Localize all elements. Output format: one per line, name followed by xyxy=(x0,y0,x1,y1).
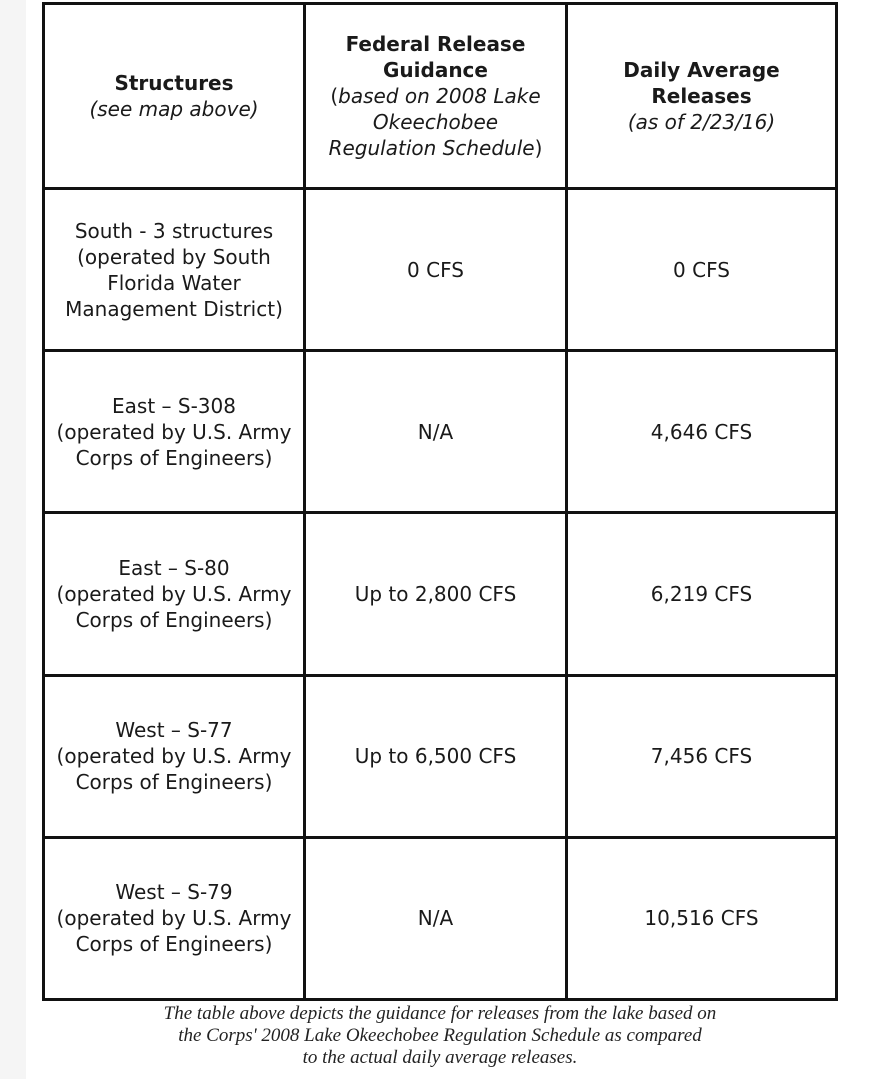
structure-operator: (operated by U.S. Army Corps of Engineers) xyxy=(56,744,292,795)
federal-release-cell: N/A xyxy=(305,351,567,513)
federal-release-cell: N/A xyxy=(305,837,567,999)
caption-line-2: the Corps' 2008 Lake Okeechobee Regulation Schedule as compared xyxy=(178,1025,702,1046)
federal-release-cell: Up to 2,800 CFS xyxy=(305,513,567,675)
structure-name: East – S-308 xyxy=(112,393,236,418)
structure-operator: (operated by South Florida Water Management District) xyxy=(65,244,283,321)
structure-cell xyxy=(44,513,305,675)
structure-operator: (operated by U.S. Army Corps of Engineers) xyxy=(56,419,292,470)
page-margin xyxy=(0,0,26,1079)
structure-cell xyxy=(44,837,305,999)
caption-line-1: The table above depicts the guidance for releases from the lake based on xyxy=(163,1003,717,1024)
federal-release-cell: Up to 6,500 CFS xyxy=(305,675,567,837)
caption-line-3: to the actual daily average releases. xyxy=(302,1047,578,1068)
structure-operator: (operated by U.S. Army Corps of Engineers) xyxy=(56,906,292,957)
header-federal-title: Federal Release Guidance xyxy=(345,32,526,82)
header-federal-close-paren: ) xyxy=(534,136,543,160)
structure-operator: (operated by U.S. Army Corps of Engineers) xyxy=(56,581,292,632)
structure-cell xyxy=(44,189,305,351)
federal-release-cell: 0 CFS xyxy=(305,189,567,351)
table-caption xyxy=(42,1003,838,1069)
daily-average-cell: 4,646 CFS xyxy=(567,351,837,513)
daily-average-cell: 6,219 CFS xyxy=(567,513,837,675)
table-header-row xyxy=(44,4,837,189)
header-structures xyxy=(44,4,305,189)
structure-name: East – S-80 xyxy=(118,555,230,580)
daily-average-cell: 0 CFS xyxy=(567,189,837,351)
table-row xyxy=(44,351,837,513)
header-federal-open-paren: ( xyxy=(330,84,339,108)
header-daily-average xyxy=(567,4,837,189)
table-row xyxy=(44,189,837,351)
structure-cell xyxy=(44,675,305,837)
header-daily-title: Daily Average Releases xyxy=(623,58,780,108)
header-daily-subtitle: (as of 2/23/16) xyxy=(627,110,776,134)
table-row xyxy=(44,837,837,999)
table-row xyxy=(44,513,837,675)
header-structures-title: Structures xyxy=(114,71,234,95)
header-federal-release xyxy=(305,4,567,189)
release-table xyxy=(42,2,838,1001)
structure-cell xyxy=(44,351,305,513)
header-federal-subtitle: based on 2008 Lake Okeechobee Regulation Schedule xyxy=(328,84,541,160)
daily-average-cell: 10,516 CFS xyxy=(567,837,837,999)
table-row xyxy=(44,675,837,837)
structure-name: West – S-77 xyxy=(115,718,233,743)
header-structures-subtitle: (see map above) xyxy=(89,97,259,121)
structure-name: South - 3 structures xyxy=(74,218,274,243)
structure-name: West – S-79 xyxy=(115,880,233,905)
daily-average-cell: 7,456 CFS xyxy=(567,675,837,837)
